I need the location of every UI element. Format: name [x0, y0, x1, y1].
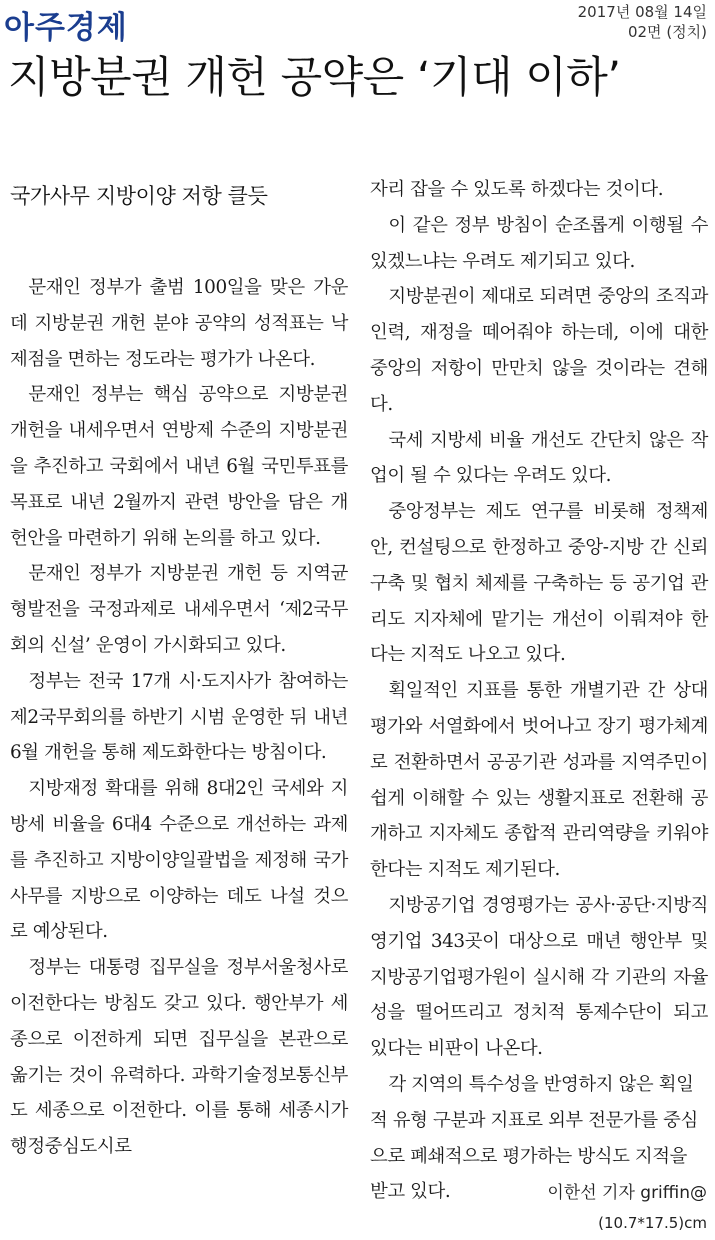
paragraph: 지방공기업 경영평가는 공사·공단·지방직영기업 343곳이 대상으로 매년 행안부 및 지방공기업평가원이 실시해 각 기관의 자율성을 떨어뜨리고 정치적 통제수단이 되고 있다는 비판이 나온다. [370, 894, 708, 1060]
paragraph: 지방재정 확대를 위해 8대2인 국세와 지방세 비율을 6대4 수준으로 개선하는 과제를 추진하고 지방이양일괄법을 제정해 국가 사무를 지방으로 이양하는 데도 나설 것으로 예상된다. [10, 778, 348, 943]
paragraph: 지방분권이 제대로 되려면 중앙의 조직과 인력, 재정을 떼어줘야 하는데, 이에 대한 중앙의 저항이 만만치 않을 것이라는 견해다. [370, 286, 708, 415]
paragraph: 국세 지방세 비율 개선도 간단치 않은 작업이 될 수 있다는 우려도 있다. [370, 429, 708, 487]
article-byline: 이한선 기자 griffin@ [547, 1183, 707, 1203]
paragraph: 문재인 정부가 지방분권 개헌 등 지역균형발전을 국정과제로 내세우면서 ‘제2국무회의 신설’ 운영이 가시화되고 있다. [10, 563, 348, 656]
issue-date: 2017년 08월 14일 [577, 3, 707, 21]
paragraph: 획일적인 지표를 통한 개별기관 간 상대평가와 서열화에서 벗어나고 장기 평가체계로 전환하면서 공공기관 성과를 지역주민이 쉽게 이해할 수 있는 생활지표로 전환해 공개하고 지자체도 종합적 관리역량을 키워야 한다는 지적도 제기된다. [370, 680, 708, 881]
article-column-right [370, 172, 708, 1210]
article-size-note: (10.7*17.5)cm [598, 1214, 707, 1232]
paragraph-continued: 자리 잡을 수 있도록 하겠다는 것이다. [370, 179, 664, 200]
issue-page: 02면 (정치) [627, 23, 707, 41]
paragraph: 중앙정부는 제도 연구를 비롯해 정책제안, 컨설팅으로 한정하고 중앙-지방 간 신뢰 구축 및 협치 체제를 구축하는 등 공기업 관리도 지자체에 맡기는 개선이 이뤄져야 한다는 지적도 나오고 있다. [370, 501, 708, 666]
paragraph: 정부는 대통령 집무실을 정부서울청사로 이전한다는 방침도 갖고 있다. 행안부가 세종으로 이전하게 되면 집무실을 본관으로 옮기는 것이 유력하다. 과학기술정보통신부도 세종으로 이전한다. 이를 통해 세종시가 행정중심도시로 [10, 957, 348, 1158]
paragraph: 문재인 정부가 출범 100일을 맞은 가운데 지방분권 개헌 분야 공약의 성적표는 낙제점을 면하는 정도라는 평가가 나온다. [10, 277, 348, 370]
article-headline: 지방분권 개헌 공약은 ‘기대 이하’ [8, 53, 621, 103]
issue-meta [578, 2, 707, 42]
article-subhead: 국가사무 지방이양 저항 클듯 [10, 184, 268, 208]
article-column-left [10, 172, 348, 1165]
newspaper-logo: 아주경제 [4, 10, 128, 46]
paragraph: 각 지역의 특수성을 반영하지 않은 획일적 유형 구분과 지표로 외부 전문가를 중심으로 폐쇄적으로 평가하는 방식도 지적을 받고 있다. [370, 1073, 698, 1203]
paragraph: 정부는 전국 17개 시·도지사가 참여하는 제2국무회의를 하반기 시범 운영한 뒤 내년 6월 개헌을 통해 제도화한다는 방침이다. [10, 670, 348, 764]
paragraph: 이 같은 정부 방침이 순조롭게 이행될 수 있겠느냐는 우려도 제기되고 있다. [370, 214, 708, 272]
paragraph: 문재인 정부는 핵심 공약으로 지방분권 개헌을 내세우면서 연방제 수준의 지방분권을 추진하고 국회에서 내년 6월 국민투표를 목표로 내년 2월까지 관련 방안을 담은 개헌안을 마련하기 위해 논의를 하고 있다. [10, 384, 348, 549]
